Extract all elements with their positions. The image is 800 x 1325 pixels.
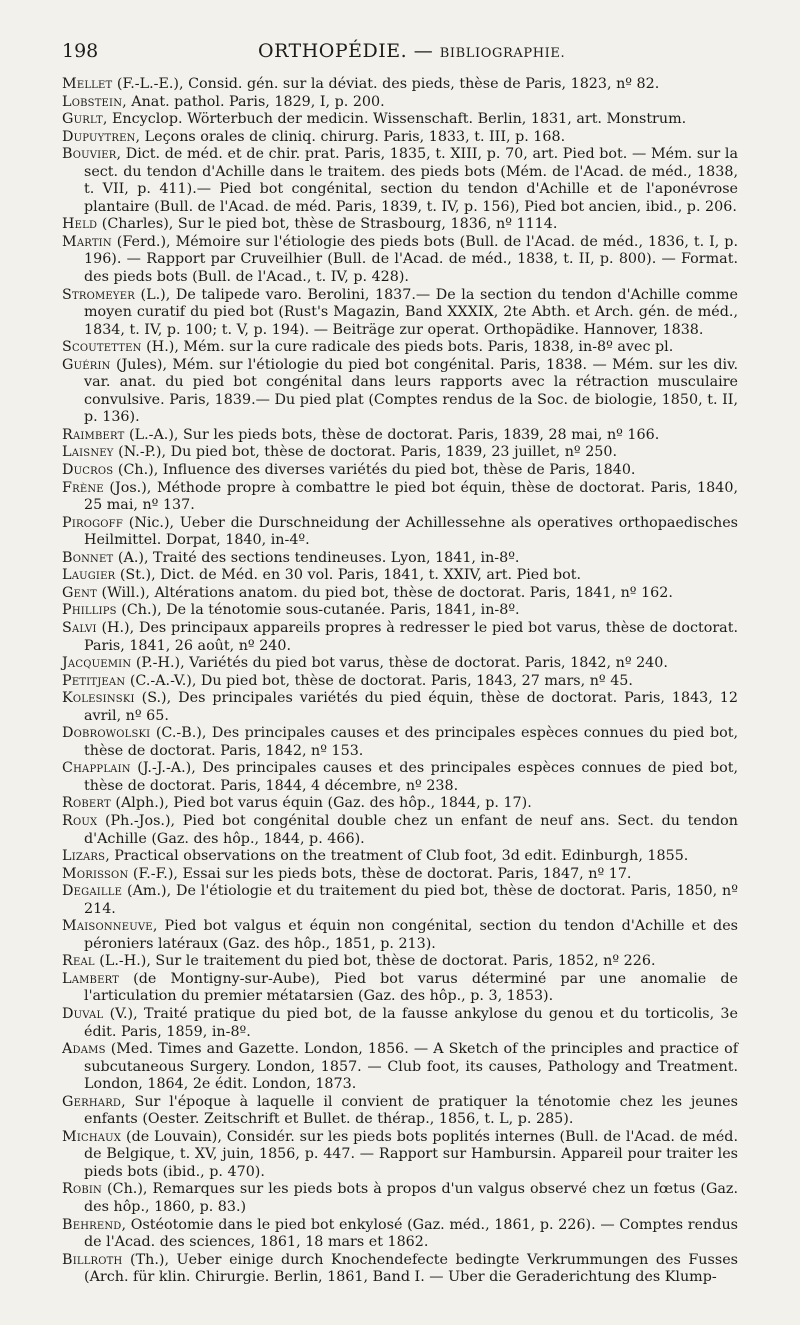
entry-author: Gerhard	[62, 1093, 122, 1110]
subtitle: BIBLIOGRAPHIE.	[439, 46, 566, 61]
bibliography-entry	[62, 1181, 738, 1216]
bibliography-entry	[62, 585, 738, 603]
entry-citation: , Pied bot valgus et équin non congénital, section du tendon d'Achille et des péroniers latéraux (Gaz. des hôp., 1851, p. 213).	[84, 918, 738, 952]
entry-citation: (Ph.-Jos.), Pied bot congénital double chez un enfant de neuf ans. Sect. du tendon d'Achille (Gaz. des hôp., 1844, p. 466).	[84, 812, 738, 847]
entry-author: Real	[62, 953, 95, 970]
entry-author: Gent	[62, 584, 97, 601]
bibliography-list	[62, 76, 738, 1287]
entry-author: Lambert	[62, 970, 120, 987]
bibliography-entry	[62, 94, 738, 112]
bibliography-entry	[62, 234, 738, 287]
bibliography-entry	[62, 690, 738, 725]
bibliography-entry	[62, 287, 738, 340]
entry-author: Petitjean	[62, 672, 126, 689]
entry-citation: , Dict. de méd. et de chir. prat. Paris, 1835, t. XIII, p. 70, art. Pied bot. — Mém. sur la sect. du tendon d'Achille dans le traitem. des pieds bots (Mém. de l'Acad. de méd., 1838, t. VII, p. 411).— Pied bot congénital, section du tendon d'Achille et de l'aponévrose plantaire (Bull. de l'Acad. de méd. Paris, 1839, t. IV, p. 156), Pied bot ancien, ibid., p. 206.	[84, 146, 738, 215]
entry-citation: (H.), Des principaux appareils propres à redresser le pied bot varus, thèse de doctorat. Paris, 1841, 26 août, nº 240.	[84, 619, 738, 654]
bibliography-entry	[62, 883, 738, 918]
entry-citation: (F.-F.), Essai sur les pieds bots, thèse de doctorat. Paris, 1847, nº 17.	[128, 865, 632, 882]
entry-author: Frène	[62, 479, 104, 496]
entry-citation: (V.), Traité pratique du pied bot, de la fausse ankylose du genou et du torticolis, 3e édit. Paris, 1859, in-8º.	[84, 1005, 738, 1040]
entry-author: Billroth	[62, 1251, 123, 1268]
bibliography-entry	[62, 725, 738, 760]
bibliography-entry	[62, 427, 738, 445]
entry-author: Michaux	[62, 1128, 122, 1145]
bibliography-entry	[62, 813, 738, 848]
entry-author: Held	[62, 216, 98, 233]
running-title	[258, 40, 565, 62]
entry-citation: , Encyclop. Wörterbuch der medicin. Wissenschaft. Berlin, 1831, art. Monstrum.	[102, 111, 687, 128]
title: ORTHOPÉDIE.	[258, 40, 408, 62]
bibliography-entry	[62, 918, 738, 953]
bibliography-entry	[62, 1094, 738, 1129]
entry-author: Martin	[62, 233, 112, 250]
entry-author: Guérin	[62, 356, 111, 373]
entry-citation: (Ch.), Remarques sur les pieds bots à propos d'un valgus observé chez un fœtus (Gaz. des hôp., 1860, p. 83.)	[84, 1181, 738, 1215]
bibliography-entry	[62, 76, 738, 94]
entry-citation: , Ostéotomie dans le pied bot enkylosé (Gaz. méd., 1861, p. 226). — Comptes rendus de l'Acad. des sciences, 1861, 18 mars et 1862.	[84, 1216, 738, 1251]
entry-author: Bonnet	[62, 549, 114, 566]
entry-author: Lizars	[62, 848, 106, 865]
entry-citation: (L.), De talipede varo. Berolini, 1837.— De la section du tendon d'Achille comme moyen curatif du pied bot (Rust's Magazin, Band XXXIX, 2te Abth. et Arch. gén. de méd., 1834, t. IV, p. 100; t. V, p. 194). — Beiträge zur operat. Orthopädike. Hannover, 1838.	[84, 286, 738, 338]
entry-author: Robin	[62, 1181, 103, 1198]
entry-citation: (A.), Traité des sections tendineuses. Lyon, 1841, in-8º.	[113, 549, 520, 566]
entry-citation: (C.-A.-V.), Du pied bot, thèse de doctorat. Paris, 1843, 27 mars, nº 45.	[125, 672, 633, 689]
entry-citation: (Alph.), Pied bot varus équin (Gaz. des hôp., 1844, p. 17).	[110, 795, 532, 812]
bibliography-entry	[62, 567, 738, 585]
bibliography-entry	[62, 515, 738, 550]
entry-author: Jacquemin	[62, 655, 132, 672]
entry-author: Bouvier	[62, 146, 117, 163]
entry-author: Raimbert	[62, 426, 125, 443]
entry-author: Roux	[62, 812, 98, 829]
entry-author: Laisney	[62, 444, 114, 461]
page-number: 198	[62, 40, 99, 62]
entry-author: Salvi	[62, 619, 97, 636]
entry-author: Scoutetten	[62, 339, 142, 356]
entry-citation: (Charles), Sur le pied bot, thèse de Strasbourg, 1836, nº 1114.	[97, 216, 558, 233]
bibliography-entry	[62, 1252, 738, 1287]
entry-citation: , Anat. pathol. Paris, 1829, I, p. 200.	[122, 93, 385, 110]
bibliography-entry	[62, 146, 738, 216]
bibliography-entry	[62, 866, 738, 884]
entry-citation: (Will.), Altérations anatom. du pied bot, thèse de doctorat. Paris, 1841, nº 162.	[96, 584, 673, 601]
entry-author: Maisonneuve	[62, 918, 153, 935]
entry-citation: (L.-A.), Sur les pieds bots, thèse de doctorat. Paris, 1839, 28 mai, nº 166.	[124, 426, 660, 443]
bibliography-entry	[62, 673, 738, 691]
entry-author: Pirogoff	[62, 514, 123, 531]
entry-citation: (Jules), Mém. sur l'étiologie du pied bot congénital. Paris, 1838. — Mém. sur les div. var. anat. du pied bot congénital dans leurs rapports avec la rétraction musculaire convulsive. Paris, 1839.— Du pied plat (Comptes rendus de la Soc. de biologie, 1850, t. II, p. 136).	[84, 356, 738, 426]
entry-citation: (Am.), De l'étiologie et du traitement du pied bot, thèse de doctorat. Paris, 1850, nº 214.	[84, 883, 738, 917]
entry-citation: (Jos.), Méthode propre à combattre le pied bot équin, thèse de doctorat. Paris, 1840, 25 mai, nº 137.	[84, 479, 738, 514]
title-separator: —	[413, 40, 434, 62]
entry-citation: (de Louvain), Considér. sur les pieds bots poplités internes (Bull. de l'Acad. de méd. de Belgique, t. XV, juin, 1856, p. 447. — Rapport sur Hambursin. Appareil pour traiter les pieds bots (ibid., p. 470).	[84, 1128, 738, 1180]
entry-author: Degaille	[62, 883, 123, 900]
bibliography-entry	[62, 1006, 738, 1041]
entry-citation: (de Montigny-sur-Aube), Pied bot varus déterminé par une anomalie de l'articulation du premier métatarsien (Gaz. des hôp., p. 3, 1853).	[84, 970, 738, 1005]
bibliography-entry	[62, 620, 738, 655]
bibliography-entry	[62, 129, 738, 147]
bibliography-entry	[62, 480, 738, 515]
bibliography-entry	[62, 111, 738, 129]
bibliography-entry	[62, 216, 738, 234]
bibliography-entry	[62, 760, 738, 795]
entry-author: Gurlt	[62, 111, 103, 128]
entry-citation: , Sur l'époque à laquelle il convient de pratiquer la ténotomie chez les jeunes enfants (Oester. Zeitschrift et Bullet. de thérap., 1856, t. L, p. 285).	[84, 1093, 738, 1128]
bibliography-entry	[62, 655, 738, 673]
entry-author: Robert	[62, 795, 111, 812]
entry-citation: (F.-L.-E.), Consid. gén. sur la déviat. des pieds, thèse de Paris, 1823, nº 82.	[112, 76, 660, 92]
entry-citation: (S.), Des principales variétés du pied équin, thèse de doctorat. Paris, 1843, 12 avril, nº 65.	[84, 690, 738, 724]
entry-author: Adams	[62, 1041, 106, 1058]
entry-author: Morisson	[62, 865, 129, 882]
entry-author: Kolesinski	[62, 690, 135, 707]
entry-citation: (Ch.), Influence des diverses variétés du pied bot, thèse de Paris, 1840.	[113, 462, 636, 479]
bibliography-entry	[62, 953, 738, 971]
entry-citation: (Ch.), De la ténotomie sous-cutanée. Paris, 1841, in-8º.	[116, 602, 520, 619]
entry-citation: (H.), Mém. sur la cure radicale des pieds bots. Paris, 1838, in-8º avec pl.	[141, 339, 674, 356]
bibliography-entry	[62, 1041, 738, 1094]
entry-citation: (J.-J.-A.), Des principales causes et des principales espèces connues de pied bot, thèse de doctorat. Paris, 1844, 4 décembre, nº 238.	[84, 760, 738, 794]
entry-citation: (N.-P.), Du pied bot, thèse de doctorat. Paris, 1839, 23 juillet, nº 250.	[113, 444, 618, 461]
entry-author: Ducros	[62, 462, 114, 479]
bibliography-entry	[62, 848, 738, 866]
bibliography-entry	[62, 795, 738, 813]
entry-citation: (Ferd.), Mémoire sur l'étiologie des pieds bots (Bull. de l'Acad. de méd., 1836, t. I, p. 196). — Rapport par Cruveilhier (Bull. de l'Acad. de méd., 1838, t. II, p. 800). — Format. des pieds bots (Bull. de l'Acad., t. IV, p. 428).	[84, 233, 738, 286]
entry-citation: (Med. Times and Gazette. London, 1856. — A Sketch of the principles and practice of subcutaneous Surgery. London, 1857. — Club foot, its causes, Pathology and Treatment. London, 1864, 2e édit. London, 1873.	[84, 1041, 738, 1093]
entry-citation: (L.-H.), Sur le traitement du pied bot, thèse de doctorat. Paris, 1852, nº 226.	[94, 953, 656, 970]
entry-author: Mellet	[62, 76, 113, 92]
entry-citation: , Leçons orales de cliniq. chirurg. Paris, 1833, t. III, p. 168.	[135, 128, 566, 145]
bibliography-entry	[62, 462, 738, 480]
entry-citation: (C.-B.), Des principales causes et des principales espèces connues du pied bot, thèse de doctorat. Paris, 1842, nº 153.	[84, 725, 738, 759]
page-header	[62, 40, 738, 70]
entry-author: Phillips	[62, 602, 117, 619]
bibliography-entry	[62, 971, 738, 1006]
bibliography-entry	[62, 1217, 738, 1252]
entry-author: Duval	[62, 1005, 104, 1022]
entry-author: Stromeyer	[62, 286, 135, 303]
bibliography-entry	[62, 1129, 738, 1182]
bibliography-entry	[62, 550, 738, 568]
bibliography-entry	[62, 339, 738, 357]
entry-author: Laugier	[62, 567, 116, 584]
entry-citation: (Nic.), Ueber die Durschneidung der Achillessehne als operatives orthopaedisches Heilmittel. Dorpat, 1840, in-4º.	[84, 514, 738, 549]
entry-author: Chapplain	[62, 760, 131, 777]
bibliography-entry	[62, 444, 738, 462]
entry-citation: (Th.), Ueber einige durch Knochendefecte bedingte Verkrummungen des Fusses (Arch. für klin. Chirurgie. Berlin, 1861, Band I. — Uber die Geraderichtung des Klump-	[84, 1251, 738, 1286]
entry-citation: (P.-H.), Variétés du pied bot varus, thèse de doctorat. Paris, 1842, nº 240.	[131, 655, 668, 672]
entry-author: Behrend	[62, 1216, 122, 1233]
entry-citation: (St.), Dict. de Méd. en 30 vol. Paris, 1841, t. XXIV, art. Pied bot.	[115, 567, 582, 584]
entry-author: Lobstein	[62, 93, 123, 110]
entry-citation: , Practical observations on the treatment of Club foot, 3d edit. Edinburgh, 1855.	[105, 848, 689, 865]
bibliography-entry	[62, 602, 738, 620]
bibliography-entry	[62, 357, 738, 427]
entry-author: Dobrowolski	[62, 725, 151, 742]
entry-author: Dupuytren	[62, 128, 136, 145]
